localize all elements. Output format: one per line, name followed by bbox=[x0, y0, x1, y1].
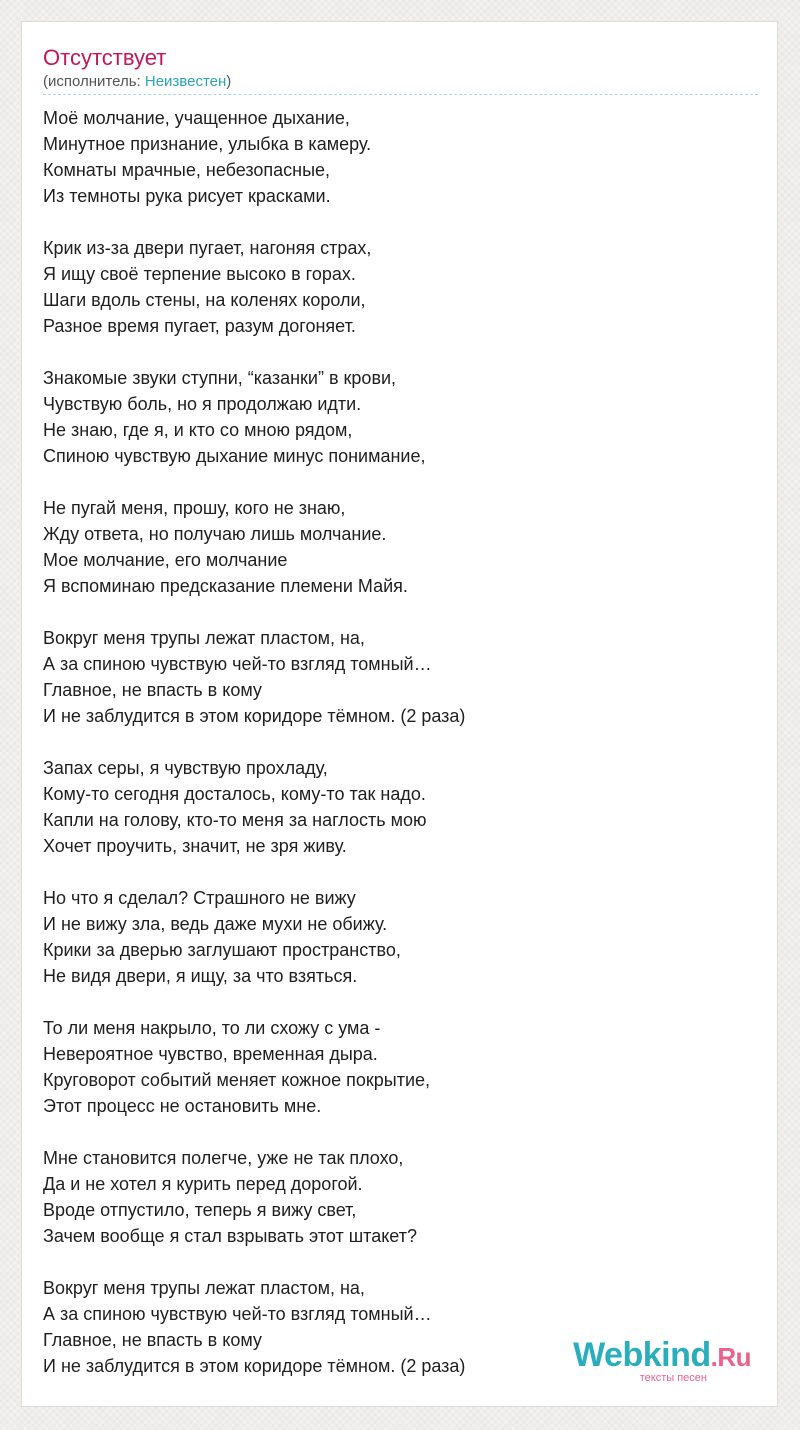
lyric-line: Разное время пугает, разум догоняет. bbox=[43, 316, 356, 336]
lyric-line: Капли на голову, кто-то меня за наглость мою bbox=[43, 810, 427, 830]
webkind-logo[interactable] bbox=[561, 1338, 751, 1382]
lyric-line: Мне становится полегче, уже не так плохо, bbox=[43, 1148, 404, 1168]
logo-suffix: .Ru bbox=[710, 1342, 751, 1372]
stanza bbox=[43, 235, 763, 339]
lyric-line: Вокруг меня трупы лежат пластом, на, bbox=[43, 628, 365, 648]
lyric-line: И не вижу зла, ведь даже мухи не обижу. bbox=[43, 914, 388, 934]
lyric-line: Зачем вообще я стал взрывать этот штакет? bbox=[43, 1226, 417, 1246]
lyric-line: Мое молчание, его молчание bbox=[43, 550, 288, 570]
lyric-line: А за спиною чувствую чей-то взгляд томный… bbox=[43, 1304, 432, 1324]
lyric-line: Комнаты мрачные, небезопасные, bbox=[43, 160, 331, 180]
lyric-line: Из темноты рука рисует красками. bbox=[43, 186, 331, 206]
lyrics-body bbox=[43, 105, 763, 1405]
lyric-line: Крики за дверью заглушают пространство, bbox=[43, 940, 401, 960]
lyric-line: Кому-то сегодня досталось, кому-то так надо. bbox=[43, 784, 426, 804]
lyric-line: Вроде отпустило, теперь я вижу свет, bbox=[43, 1200, 357, 1220]
lyric-line: Главное, не впасть в кому bbox=[43, 1330, 262, 1350]
lyric-line: Вокруг меня трупы лежат пластом, на, bbox=[43, 1278, 365, 1298]
lyric-line: Главное, не впасть в кому bbox=[43, 680, 262, 700]
lyric-line: Крик из-за двери пугает, нагоняя страх, bbox=[43, 238, 372, 258]
lyric-line: Не знаю, где я, и кто со мною рядом, bbox=[43, 420, 353, 440]
lyric-line: Чувствую боль, но я продолжаю идти. bbox=[43, 394, 362, 414]
lyric-line: Шаги вдоль стены, на коленях короли, bbox=[43, 290, 366, 310]
lyric-line: Моё молчание, учащенное дыхание, bbox=[43, 108, 350, 128]
lyric-line: Хочет проучить, значит, не зря живу. bbox=[43, 836, 347, 856]
lyric-line: Этот процесс не остановить мне. bbox=[43, 1096, 322, 1116]
lyric-line: Жду ответа, но получаю лишь молчание. bbox=[43, 524, 387, 544]
lyric-line: Невероятное чувство, временная дыра. bbox=[43, 1044, 378, 1064]
lyric-line: Но что я сделал? Страшного не вижу bbox=[43, 888, 356, 908]
stanza bbox=[43, 365, 763, 469]
lyrics-card bbox=[21, 21, 778, 1407]
stanza bbox=[43, 105, 763, 209]
artist-line bbox=[43, 73, 231, 91]
lyric-line: Запах серы, я чувствую прохладу, bbox=[43, 758, 328, 778]
stanza bbox=[43, 1145, 763, 1249]
lyric-line: Не пугай меня, прошу, кого не знаю, bbox=[43, 498, 346, 518]
song-title: Отсутствует bbox=[43, 45, 167, 70]
logo-tagline: тексты песен bbox=[639, 1372, 707, 1384]
lyric-line: А за спиною чувствую чей-то взгляд томный… bbox=[43, 654, 432, 674]
artist-suffix: ) bbox=[226, 73, 232, 90]
lyric-line: И не заблудится в этом коридоре тёмном. (2 раза) bbox=[43, 1356, 466, 1376]
stanza bbox=[43, 625, 763, 729]
stanza bbox=[43, 885, 763, 989]
logo-wordmark bbox=[561, 1338, 751, 1374]
lyric-line: Минутное признание, улыбка в камеру. bbox=[43, 134, 372, 154]
artist-prefix: (исполнитель: bbox=[43, 73, 145, 90]
lyric-line: Знакомые звуки ступни, “казанки” в крови, bbox=[43, 368, 397, 388]
stanza bbox=[43, 755, 763, 859]
lyric-line: Спиною чувствую дыхание минус понимание, bbox=[43, 446, 426, 466]
lyric-line: Я вспоминаю предсказание племени Майя. bbox=[43, 576, 408, 596]
lyric-line: Я ищу своё терпение высоко в горах. bbox=[43, 264, 356, 284]
lyric-line: Не видя двери, я ищу, за что взяться. bbox=[43, 966, 358, 986]
lyric-line: И не заблудится в этом коридоре тёмном. (2 раза) bbox=[43, 706, 466, 726]
stanza bbox=[43, 1015, 763, 1119]
logo-main-text: Webkind bbox=[573, 1336, 711, 1374]
lyric-line: Круговорот событий меняет кожное покрытие, bbox=[43, 1070, 431, 1090]
title-divider bbox=[43, 94, 758, 95]
artist-link[interactable]: Неизвестен bbox=[144, 73, 227, 90]
lyric-line: Да и не хотел я курить перед дорогой. bbox=[43, 1174, 363, 1194]
lyric-line: То ли меня накрыло, то ли схожу с ума - bbox=[43, 1018, 381, 1038]
stanza bbox=[43, 495, 763, 599]
